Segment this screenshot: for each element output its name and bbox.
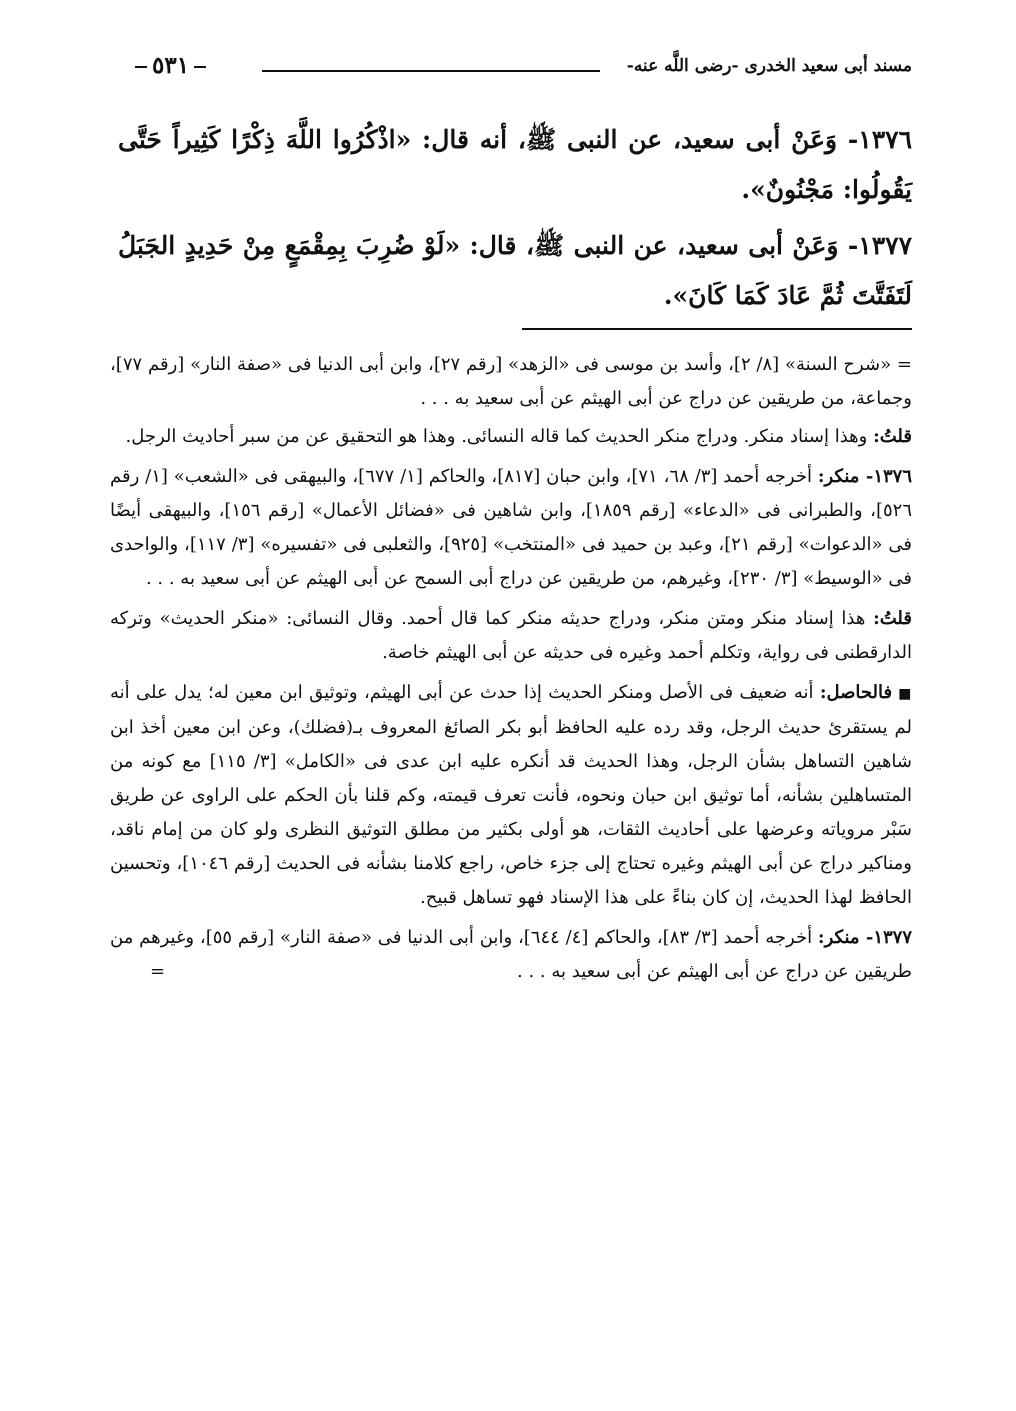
footnote-qult <box>110 420 912 454</box>
footnote-1377 <box>110 921 912 989</box>
hadith-number: ١٣٧٧ <box>858 231 912 260</box>
hadith-text: - وَعَنْ أبى سعيد، عن النبى ﷺ، أنه قال: «اذْكُرُوا اللَّهَ ذِكْرًا كَثِيراً حَتَّى يَقُولُوا: مَجْنُونٌ». <box>118 125 912 204</box>
hadith-text: - وَعَنْ أبى سعيد، عن النبى ﷺ، قال: «لَوْ ضُرِبَ بِمِقْمَعٍ مِنْ حَدِيدٍ الجَبَلُ لَتَفَتَّتَ ثُمَّ عَادَ كَمَا كَانَ». <box>118 231 912 310</box>
main-text <box>118 115 912 327</box>
footnote-lead: ١٣٧٧- منكر: <box>817 927 913 948</box>
footnote-continuation: = «شرح السنة» [٨/ ٢]، وأسد بن موسى فى «الزهد» [رقم ٢٧]، وابن أبى الدنيا فى «صفة النار» [رقم ٧٧]، وجماعة، من طريقين عن دراج عن أبى الهيثم عن أبى سعيد به . . . <box>110 354 912 409</box>
qult-label: قلتُ: <box>873 608 912 629</box>
header-title: مسند أبى سعيد الخدرى -رضى اللَّه عنه- <box>626 56 912 76</box>
continues-marker: = <box>150 961 166 982</box>
qult-label: قلتُ: <box>873 426 912 447</box>
page-number: ٥٣١ <box>130 52 211 79</box>
summary-text: أنه ضعيف فى الأصل ومنكر الحديث إذا حدث عن أبى الهيثم، وتوثيق ابن معين له؛ يدل على أنه لم يستقرئ حديث الرجل، وقد رده عليه الحافظ أبو بكر الصائغ المعروف بـ(فضلك)، وعن ابن معين أخذ ابن شاهين التساهل بشأن الرجل، وهذا الحديث قد أنكره عليه ابن عدى فى «الكامل» [٣/ ١١٥] مع كونه من المتساهلين بشأنه، أما توثيق ابن حبان ونحوه، فأنت تعرف قيمته، وكم قلنا بأن الحكم على الراوى عن طريق سَبْر مروياته وعرضها على أحاديث الثقات، هو أولى بكثير من مطلق التوثيق النظرى ولو كان من إمام ناقد، ومناكير دراج عن أبى الهيثم وغيره تحتاج إلى جزء خاص، راجع كلامنا بشأنه فى الحديث [رقم ١٠٤٦]، وتحسين الحافظ لهذا الحديث، إن كان بناءً على هذا الإسناد فهو تساهل قبيح. <box>110 682 913 908</box>
footnote-text: أخرجه أحمد [٣/ ٨٣]، والحاكم [٤/ ٦٤٤]، وابن أبى الدنيا فى «صفة النار» [رقم ٥٥]، وغيرهم من طريقين عن دراج عن أبى الهيثم عن أبى سعيد به . . . <box>110 927 912 982</box>
qult-text: هذا إسناد منكر ومتن منكر، ودراج حديثه منكر كما قال أحمد. وقال النسائى: «منكر الحديث» وتركه الدارقطنى فى رواية، وتكلم أحمد وغيره فى حديثه عن أبى الهيثم خاصة. <box>110 608 912 663</box>
qult-text: وهذا إسناد منكر. ودراج منكر الحديث كما قاله النسائى. وهذا هو التحقيق عن من سبر أحاديث الرجل. <box>125 426 868 447</box>
footnote-lead: ١٣٧٦- منكر: <box>817 466 912 487</box>
footnote-1376 <box>110 460 912 596</box>
header-rule <box>262 70 600 72</box>
bullet-icon: ■ <box>898 686 912 702</box>
footnote-separator <box>522 328 912 330</box>
hadith-number: ١٣٧٦ <box>858 125 912 154</box>
footnote-text: أخرجه أحمد [٣/ ٦٨، ٧١]، وابن حبان [٨١٧]، والحاكم [١/ ٦٧٧]، والبيهقى فى «الشعب» [١/ رقم ٥٢٦]، والطبرانى فى «الدعاء» [رقم ١٨٥٩]، وابن شاهين فى «فضائل الأعمال» [رقم ١٥٦]، والبيهقى أيضًا فى «الدعوات» [رقم ٢١]، وعبد بن حميد فى «المنتخب» [٩٢٥]، والثعلبى فى «تفسيره» [٣/ ١١٧]، والواحدى فى «الوسيط» [٣/ ٢٣٠]، وغيرهم، من طريقين عن دراج أبى السمح عن أبى الهيثم عن أبى سعيد به . . . <box>110 466 913 589</box>
footnote-1376-qult <box>110 602 912 670</box>
running-header <box>112 50 912 90</box>
footnote-1376-summary <box>110 676 912 915</box>
summary-label: فالحاصل: <box>819 682 893 703</box>
footnotes <box>110 348 912 995</box>
hadith-1377 <box>118 221 912 321</box>
hadith-1376 <box>118 115 912 215</box>
